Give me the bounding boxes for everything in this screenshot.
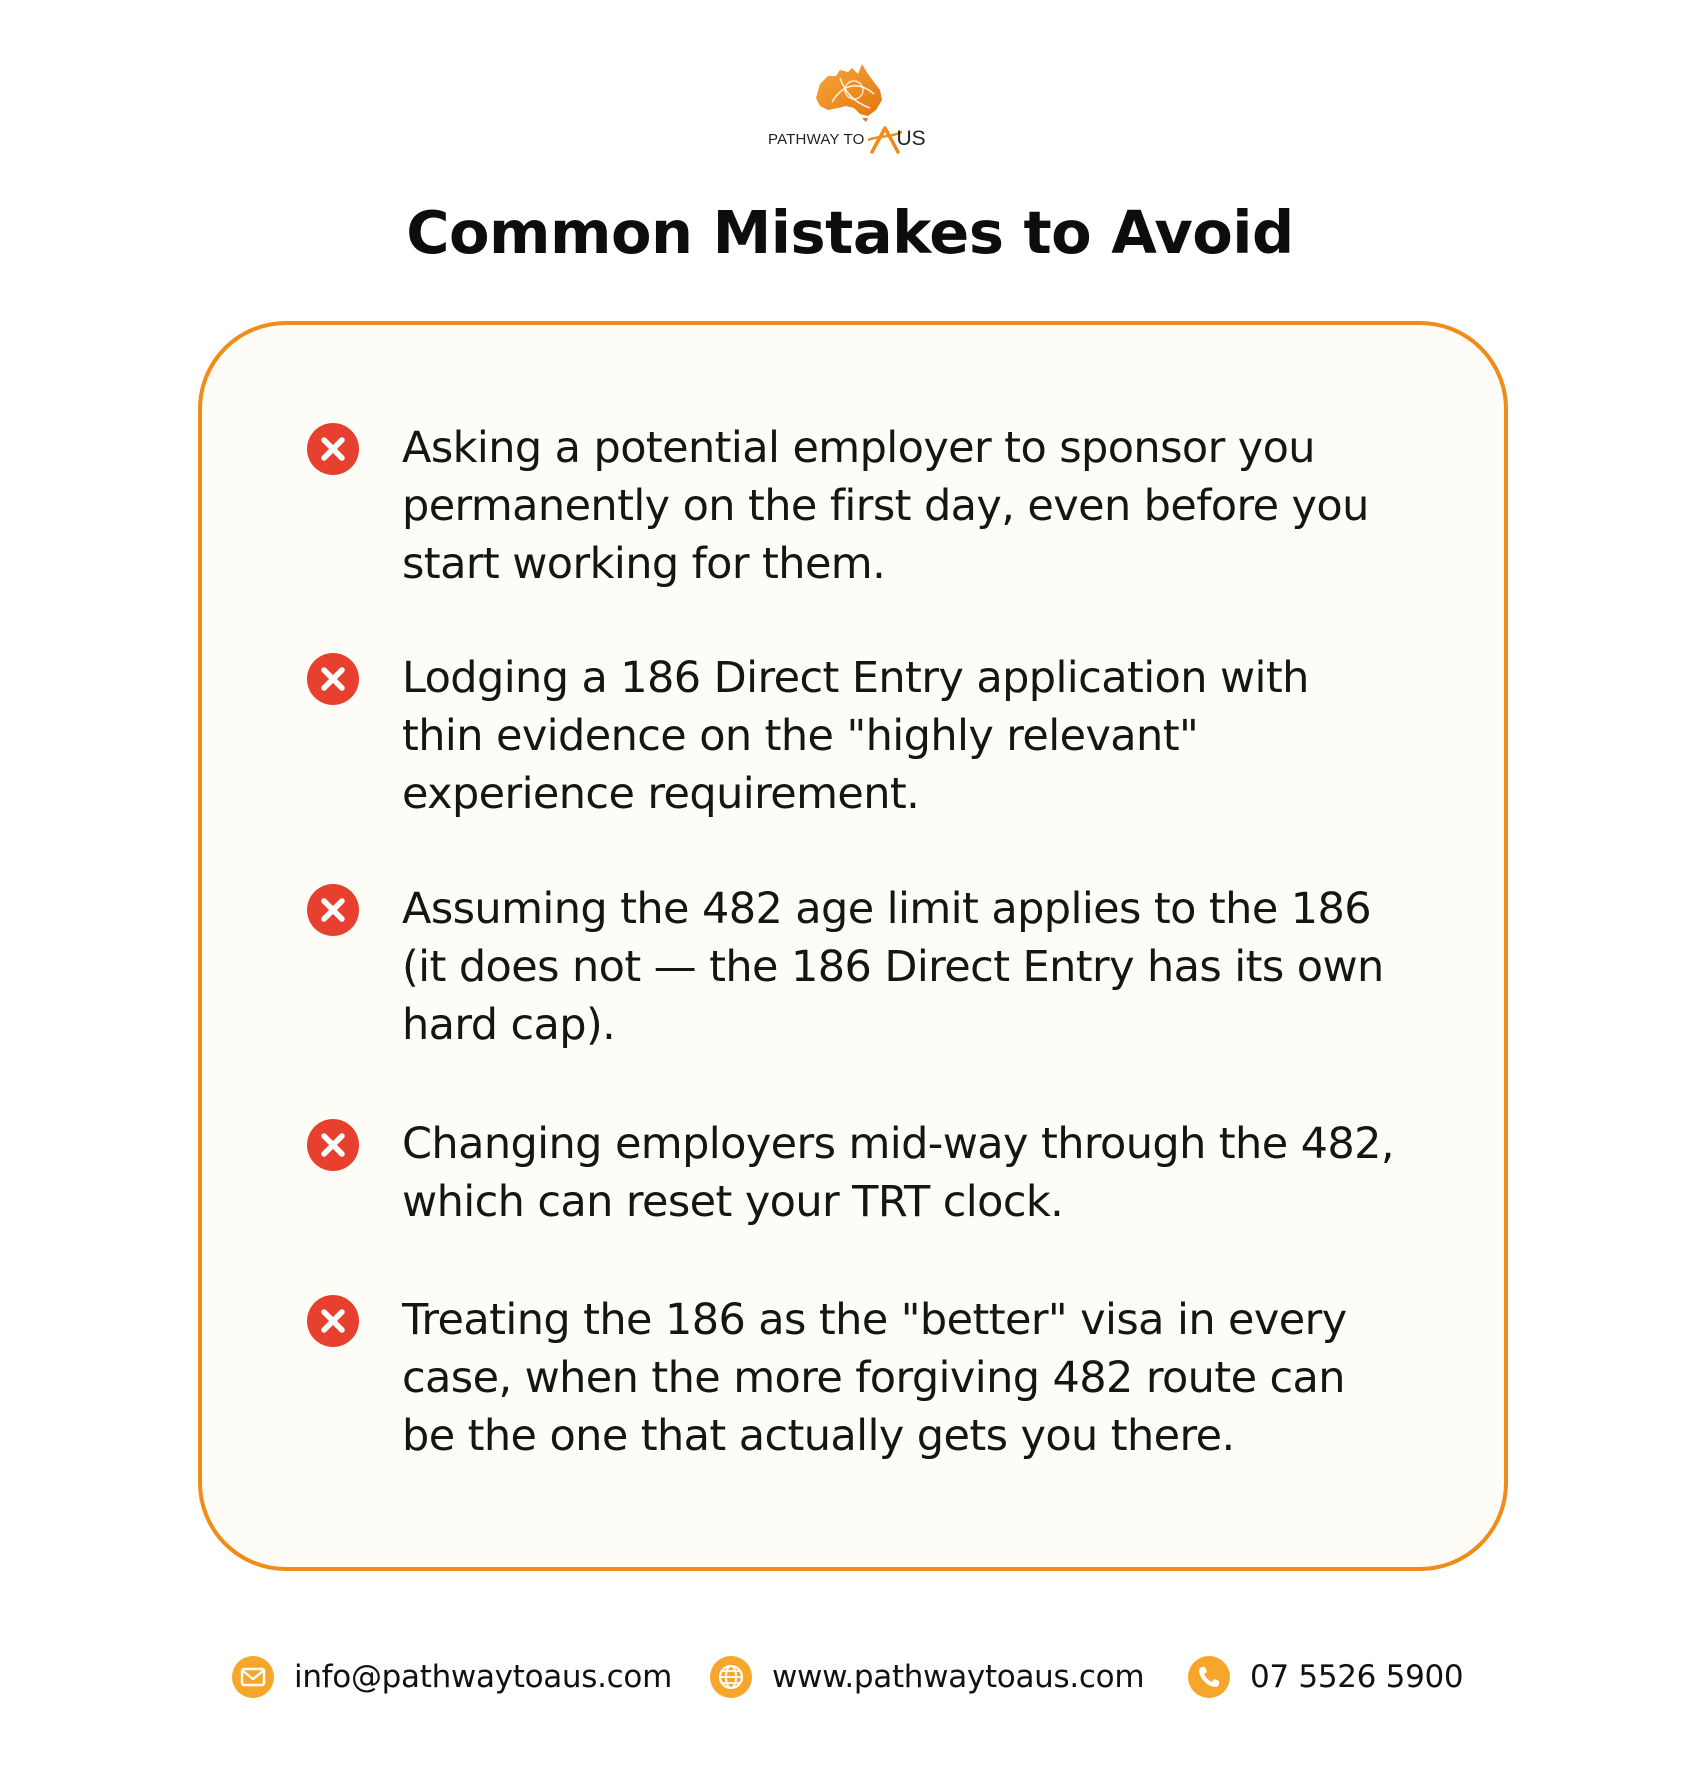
x-circle-icon (306, 1294, 360, 1348)
page-title: Common Mistakes to Avoid (406, 198, 1294, 267)
contact-phone[interactable] (1188, 1654, 1463, 1700)
mistake-text: Asking a potential employer to sponsor you permanently on the first day, even before you start working for them. (402, 423, 1369, 589)
mistake-text: Treating the 186 as the "better" visa in every case, when the more forgiving 482 route can be the one that actually gets you there. (402, 1295, 1347, 1461)
x-circle-icon (306, 883, 360, 937)
phone-number[interactable]: 07 5526 5900 (1250, 1659, 1464, 1695)
x-circle-icon (306, 422, 360, 476)
x-circle-icon (306, 1118, 360, 1172)
globe-icon (710, 1656, 752, 1698)
brand-name-suffix: US (896, 127, 926, 150)
email-link[interactable]: info@pathwaytoaus.com (294, 1659, 672, 1695)
email-icon (232, 1656, 274, 1698)
mistake-text: Lodging a 186 Direct Entry application with thin evidence on the "highly relevant" experience requirement. (402, 653, 1309, 819)
x-circle-icon (306, 652, 360, 706)
brand-logo (760, 58, 950, 153)
mistake-text: Assuming the 482 age limit applies to the 186 (it does not — the 186 Direct Entry has its own hard cap). (402, 884, 1384, 1050)
brand-name-prefix: PATHWAY TO (768, 131, 865, 148)
phone-icon (1188, 1656, 1230, 1698)
mistakes-card (198, 321, 1508, 1571)
contact-website[interactable] (710, 1654, 1144, 1700)
australia-map-icon (810, 60, 890, 122)
website-link[interactable]: www.pathwaytoaus.com (772, 1659, 1145, 1695)
contact-email[interactable] (232, 1654, 672, 1700)
mistake-text: Changing employers mid-way through the 482, which can reset your TRT clock. (402, 1119, 1394, 1227)
brand-wordmark (768, 124, 926, 150)
